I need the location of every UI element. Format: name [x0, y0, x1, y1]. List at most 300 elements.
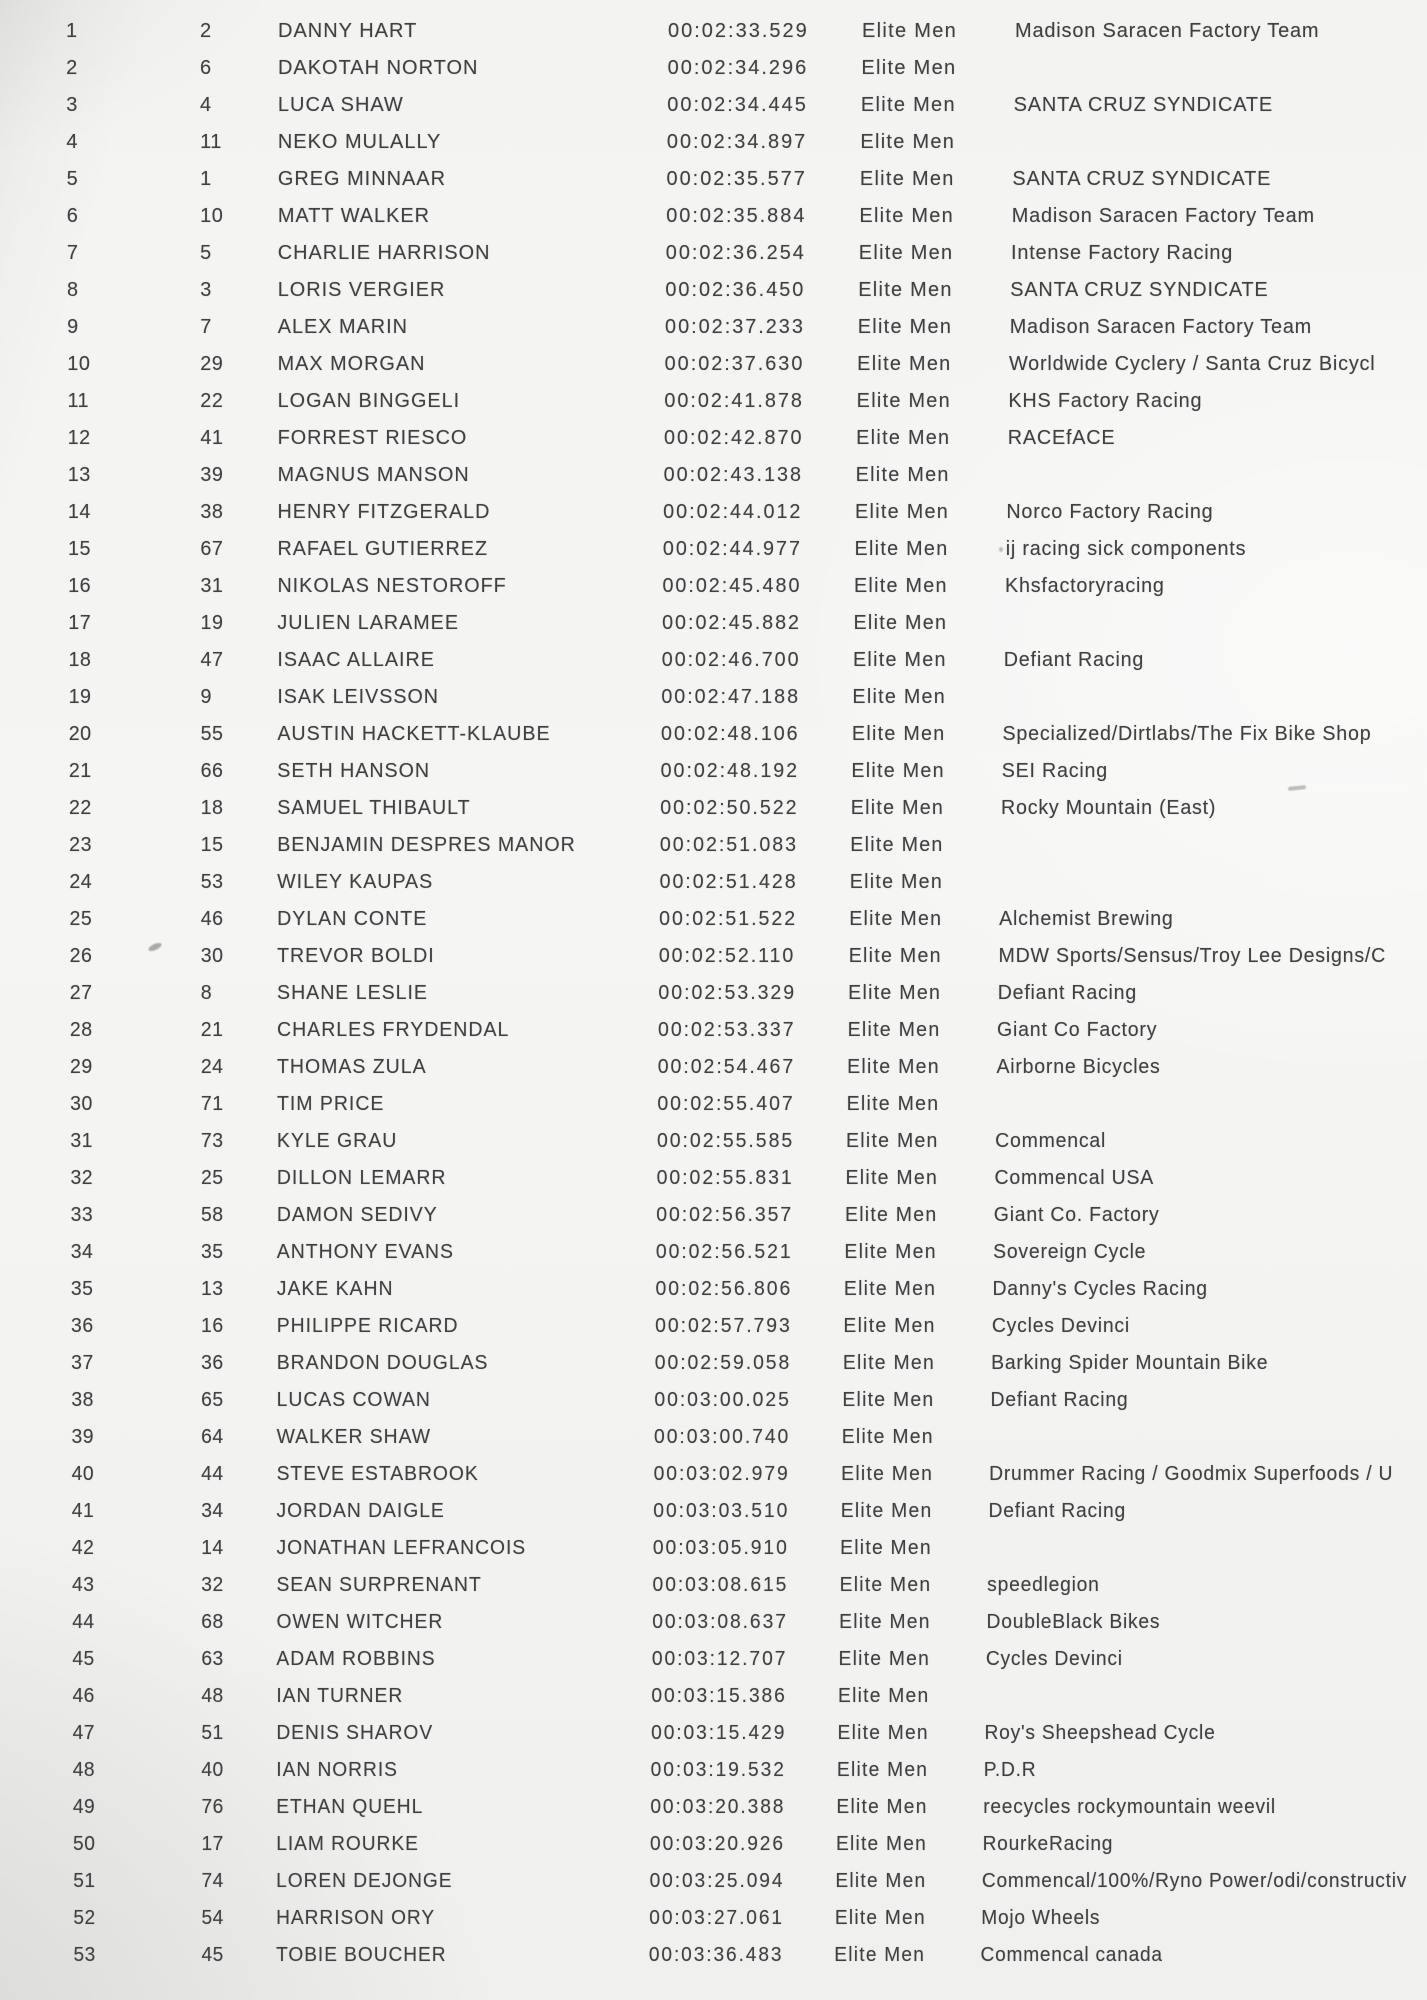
time-cell: 00:02:48.106 — [661, 723, 800, 745]
result-row — [4, 827, 1404, 864]
rider-name-cell: FORREST RIESCO — [277, 427, 468, 449]
category-cell: Elite Men — [850, 834, 944, 856]
bib-number-cell: 74 — [201, 1870, 224, 1892]
result-row — [1, 124, 1424, 161]
rank-cell: 2 — [66, 57, 78, 79]
result-row — [2, 383, 1417, 420]
result-row — [0, 87, 1425, 124]
bib-number-cell: 15 — [200, 834, 224, 856]
team-cell: Drummer Racing / Goodmix Superfoods / U — [989, 1463, 1394, 1485]
category-cell: Elite Men — [852, 649, 947, 671]
time-cell: 00:02:35.577 — [666, 168, 807, 190]
bib-number-cell: 3 — [200, 279, 212, 301]
team-cell: ij racing sick components — [1005, 538, 1247, 560]
category-cell: Elite Men — [841, 1463, 934, 1485]
rider-name-cell: NEKO MULALLY — [277, 131, 442, 153]
team-cell: RourkeRacing — [982, 1833, 1114, 1855]
bib-number-cell: 5 — [200, 242, 212, 264]
bib-number-cell: 47 — [200, 649, 224, 671]
team-cell: SEI Racing — [1001, 760, 1108, 782]
team-cell: Cycles Devinci — [991, 1315, 1130, 1337]
time-cell: 00:02:55.585 — [656, 1130, 795, 1152]
team-cell: Defiant Racing — [990, 1389, 1129, 1411]
result-row — [8, 1419, 1389, 1456]
bib-number-cell: 25 — [200, 1167, 224, 1189]
rider-name-cell: THOMAS ZULA — [276, 1056, 427, 1078]
result-row — [8, 1530, 1385, 1567]
bib-number-cell: 68 — [201, 1611, 224, 1633]
result-row — [7, 1234, 1394, 1271]
result-row — [1, 272, 1419, 309]
team-cell: Sovereign Cycle — [993, 1241, 1147, 1263]
category-cell: Elite Men — [861, 57, 957, 79]
category-cell: Elite Men — [846, 1093, 940, 1115]
team-cell: Commencal canada — [980, 1944, 1163, 1966]
time-cell: 00:02:43.138 — [663, 464, 803, 486]
category-cell: Elite Men — [853, 575, 948, 597]
result-row — [8, 1567, 1384, 1604]
bib-number-cell: 63 — [201, 1648, 224, 1670]
bib-number-cell: 35 — [200, 1241, 224, 1263]
category-cell: Elite Men — [855, 464, 950, 486]
result-row — [10, 1863, 1408, 1900]
time-cell: 00:02:42.870 — [663, 427, 804, 449]
team-cell: Madison Saracen Factory Team — [1009, 316, 1313, 338]
rider-name-cell: TOBIE BOUCHER — [276, 1944, 447, 1966]
rider-name-cell: MAX MORGAN — [277, 353, 426, 375]
rank-cell: 29 — [70, 1056, 93, 1078]
bib-number-cell: 17 — [201, 1833, 224, 1855]
bib-number-cell: 58 — [200, 1204, 224, 1226]
time-cell: 00:03:20.388 — [650, 1796, 786, 1818]
result-row — [3, 605, 1411, 642]
team-cell: SANTA CRUZ SYNDICATE — [1013, 94, 1273, 116]
result-row — [5, 975, 1400, 1012]
rider-name-cell: STEVE ESTABROOK — [276, 1463, 479, 1485]
time-cell: 00:03:15.386 — [651, 1685, 787, 1707]
time-cell: 00:02:53.329 — [658, 982, 797, 1004]
bib-number-cell: 24 — [200, 1056, 224, 1078]
time-cell: 00:02:44.977 — [662, 538, 802, 560]
bib-number-cell: 11 — [200, 131, 222, 153]
rank-cell: 39 — [71, 1426, 94, 1448]
category-cell: Elite Men — [860, 131, 956, 153]
bib-number-cell: 18 — [200, 797, 224, 819]
rank-cell: 40 — [71, 1463, 95, 1485]
result-row — [4, 716, 1408, 753]
time-cell: 00:03:00.740 — [654, 1426, 791, 1448]
category-cell: Elite Men — [835, 1870, 927, 1892]
rider-name-cell: LUCA SHAW — [277, 94, 404, 116]
rider-name-cell: OWEN WITCHER — [276, 1611, 444, 1633]
rank-cell: 23 — [69, 834, 92, 856]
bib-number-cell: 53 — [200, 871, 224, 893]
bib-number-cell: 14 — [201, 1537, 224, 1559]
category-cell: Elite Men — [857, 316, 953, 338]
rider-name-cell: BRANDON DOUGLAS — [276, 1352, 489, 1374]
rank-cell: 3 — [66, 94, 78, 116]
rider-name-cell: DAMON SEDIVY — [276, 1204, 438, 1226]
team-cell: speedlegion — [987, 1574, 1100, 1596]
time-cell: 00:02:34.296 — [667, 57, 809, 79]
time-cell: 00:03:12.707 — [651, 1648, 788, 1670]
category-cell: Elite Men — [837, 1685, 930, 1707]
time-cell: 00:02:53.337 — [658, 1019, 796, 1041]
rank-cell: 20 — [68, 723, 92, 745]
category-cell: Elite Men — [851, 760, 945, 782]
bib-number-cell: 38 — [200, 501, 224, 523]
time-cell: 00:02:41.878 — [664, 390, 804, 412]
bib-number-cell: 36 — [201, 1352, 224, 1374]
result-row — [6, 1197, 1394, 1234]
result-row — [5, 901, 1403, 938]
rank-cell: 7 — [66, 242, 79, 264]
team-cell: Danny's Cycles Racing — [992, 1278, 1208, 1300]
bib-number-cell: 1 — [200, 168, 212, 190]
team-cell: Commencal USA — [994, 1167, 1154, 1189]
category-cell: Elite Men — [843, 1315, 936, 1337]
team-cell: Alchemist Brewing — [999, 908, 1174, 930]
result-row — [7, 1308, 1392, 1345]
result-row — [4, 753, 1407, 790]
rider-name-cell: DAKOTAH NORTON — [277, 57, 479, 79]
category-cell: Elite Men — [838, 1648, 931, 1670]
rank-cell: 12 — [67, 427, 91, 449]
result-row — [10, 1789, 1379, 1826]
rank-cell: 17 — [68, 612, 92, 634]
bib-number-cell: 67 — [200, 538, 224, 560]
team-cell: Defiant Racing — [997, 982, 1138, 1004]
category-cell: Elite Men — [837, 1722, 929, 1744]
time-cell: 00:03:00.025 — [654, 1389, 791, 1411]
rank-cell: 14 — [67, 501, 91, 523]
time-cell: 00:03:36.483 — [648, 1944, 784, 1966]
result-row — [1, 161, 1423, 198]
rider-name-cell: RAFAEL GUTIERREZ — [277, 538, 489, 560]
time-cell: 00:03:20.926 — [650, 1833, 785, 1855]
team-cell: Worldwide Cyclery / Santa Cruz Bicycl — [1008, 353, 1376, 375]
time-cell: 00:02:37.233 — [665, 316, 805, 338]
result-row — [7, 1345, 1390, 1382]
category-cell: Elite Men — [849, 908, 943, 930]
bib-number-cell: 55 — [200, 723, 224, 745]
rank-cell: 21 — [68, 760, 92, 782]
category-cell: Elite Men — [859, 205, 955, 227]
rank-cell: 8 — [67, 279, 79, 301]
category-cell: Elite Men — [859, 168, 955, 190]
rank-cell: 26 — [69, 945, 93, 967]
result-row — [2, 420, 1416, 457]
time-cell: 00:02:34.897 — [666, 131, 808, 153]
rank-cell: 15 — [68, 538, 91, 560]
bib-number-cell: 48 — [201, 1685, 224, 1707]
rider-name-cell: DENIS SHAROV — [276, 1722, 434, 1744]
rank-cell: 13 — [67, 464, 91, 486]
team-cell: Madison Saracen Factory Team — [1015, 20, 1320, 42]
rank-cell: 5 — [66, 168, 79, 190]
rider-name-cell: BENJAMIN DESPRES MANOR — [277, 834, 576, 856]
rank-cell: 10 — [67, 353, 91, 375]
rank-cell: 34 — [70, 1241, 94, 1263]
bib-number-cell: 16 — [201, 1315, 224, 1337]
rider-name-cell: GREG MINNAAR — [277, 168, 446, 190]
result-row — [6, 1049, 1399, 1086]
rider-name-cell: LOREN DEJONGE — [276, 1870, 453, 1892]
rider-name-cell: IAN NORRIS — [276, 1759, 398, 1781]
time-cell: 00:02:35.884 — [666, 205, 807, 227]
rider-name-cell: ANTHONY EVANS — [276, 1241, 454, 1263]
team-cell: Giant Co Factory — [997, 1019, 1158, 1041]
bib-number-cell: 46 — [200, 908, 224, 930]
rank-cell: 6 — [66, 205, 79, 227]
rider-name-cell: LOGAN BINGGELI — [277, 390, 461, 412]
rider-name-cell: SAMUEL THIBAULT — [277, 797, 471, 819]
rider-name-cell: DYLAN CONTE — [277, 908, 428, 930]
time-cell: 00:03:08.637 — [652, 1611, 788, 1633]
rider-name-cell: SETH HANSON — [277, 760, 431, 782]
bib-number-cell: 30 — [200, 945, 224, 967]
team-cell: SANTA CRUZ SYNDICATE — [1010, 279, 1269, 301]
rider-name-cell: TIM PRICE — [276, 1093, 385, 1115]
rider-name-cell: ALEX MARIN — [277, 316, 408, 338]
rank-cell: 27 — [69, 982, 93, 1004]
team-cell: Khsfactoryracing — [1005, 575, 1165, 597]
category-cell: Elite Men — [841, 1426, 934, 1448]
category-cell: Elite Men — [845, 1167, 939, 1189]
time-cell: 00:03:02.979 — [653, 1463, 790, 1485]
rank-cell: 31 — [70, 1130, 93, 1152]
category-cell: Elite Men — [856, 390, 951, 412]
rider-name-cell: MAGNUS MANSON — [277, 464, 470, 486]
rider-name-cell: KYLE GRAU — [276, 1130, 398, 1152]
category-cell: Elite Men — [846, 1130, 939, 1152]
rider-name-cell: WILEY KAUPAS — [277, 871, 434, 893]
result-row — [4, 679, 1409, 716]
bib-number-cell: 76 — [201, 1796, 224, 1818]
time-cell: 00:03:25.094 — [649, 1870, 785, 1892]
bib-number-cell: 29 — [200, 353, 224, 375]
category-cell: Elite Men — [839, 1574, 932, 1596]
rider-name-cell: HENRY FITZGERALD — [277, 501, 491, 523]
rider-name-cell: SEAN SURPRENANT — [276, 1574, 482, 1596]
rank-cell: 38 — [71, 1389, 94, 1411]
team-cell: Defiant Racing — [1003, 649, 1145, 671]
time-cell: 00:02:44.012 — [663, 501, 803, 523]
result-row — [6, 1160, 1395, 1197]
rider-name-cell: ADAM ROBBINS — [276, 1648, 436, 1670]
time-cell: 00:02:55.407 — [657, 1093, 795, 1115]
bib-number-cell: 64 — [201, 1426, 224, 1448]
rank-cell: 24 — [69, 871, 93, 893]
result-row — [8, 1456, 1394, 1493]
bib-number-cell: 6 — [200, 57, 212, 79]
rank-cell: 44 — [72, 1611, 95, 1633]
rank-cell: 22 — [69, 797, 92, 819]
category-cell: Elite Men — [834, 1907, 926, 1929]
bib-number-cell: 40 — [201, 1759, 224, 1781]
bib-number-cell: 71 — [200, 1093, 224, 1115]
category-cell: Elite Men — [844, 1204, 938, 1226]
team-cell: Roy's Sheepshead Cycle — [984, 1722, 1216, 1744]
time-cell: 00:02:51.428 — [659, 871, 798, 893]
rank-cell: 48 — [72, 1759, 96, 1781]
result-row — [3, 568, 1412, 605]
rank-cell: 37 — [71, 1352, 94, 1374]
rank-cell: 47 — [72, 1722, 95, 1744]
time-cell: 00:03:27.061 — [649, 1907, 784, 1929]
result-row — [2, 457, 1414, 494]
result-row — [6, 1086, 1398, 1123]
result-row — [9, 1752, 1379, 1789]
bib-number-cell: 39 — [200, 464, 224, 486]
team-cell: RACEfACE — [1007, 427, 1116, 449]
time-cell: 00:02:54.467 — [657, 1056, 796, 1078]
rider-name-cell: ISAAC ALLAIRE — [277, 649, 435, 671]
time-cell: 00:02:47.188 — [661, 686, 801, 708]
team-cell: Rocky Mountain (East) — [1001, 797, 1217, 819]
time-cell: 00:02:57.793 — [655, 1315, 792, 1337]
rider-name-cell: DILLON LEMARR — [276, 1167, 447, 1189]
result-row — [8, 1493, 1386, 1530]
team-cell: Defiant Racing — [988, 1500, 1127, 1522]
team-cell: Giant Co. Factory — [993, 1204, 1160, 1226]
category-cell: Elite Men — [857, 353, 952, 375]
category-cell: Elite Men — [855, 501, 950, 523]
bib-number-cell: 8 — [200, 982, 213, 1004]
rank-cell: 9 — [67, 316, 79, 338]
bib-number-cell: 34 — [201, 1500, 224, 1522]
time-cell: 00:03:08.615 — [652, 1574, 789, 1596]
category-cell: Elite Men — [847, 1056, 940, 1078]
time-cell: 00:02:52.110 — [658, 945, 796, 967]
rider-name-cell: PHILIPPE RICARD — [276, 1315, 459, 1337]
bib-number-cell: 54 — [201, 1907, 224, 1929]
result-row — [4, 790, 1405, 827]
rank-cell: 1 — [66, 20, 78, 42]
result-row — [10, 1826, 1378, 1863]
bib-number-cell: 73 — [200, 1130, 224, 1152]
result-row — [9, 1641, 1383, 1678]
team-cell: reecycles rockymountain weevil — [983, 1796, 1276, 1818]
category-cell: Elite Men — [858, 279, 953, 301]
category-cell: Elite Men — [860, 94, 956, 116]
rank-cell: 51 — [73, 1870, 96, 1892]
time-cell: 00:02:45.480 — [662, 575, 802, 597]
rider-name-cell: WALKER SHAW — [276, 1426, 432, 1448]
time-cell: 00:02:46.700 — [661, 649, 801, 671]
result-row — [5, 1012, 1399, 1049]
bib-number-cell: 31 — [200, 575, 224, 597]
time-cell: 00:03:03.510 — [653, 1500, 790, 1522]
result-row — [7, 1271, 1393, 1308]
category-cell: Elite Men — [834, 1944, 926, 1966]
team-cell: MDW Sports/Sensus/Troy Lee Designs/C — [998, 945, 1387, 967]
rider-name-cell: AUSTIN HACKETT-KLAUBE — [277, 723, 551, 745]
result-row — [5, 938, 1402, 975]
category-cell: Elite Men — [844, 1241, 937, 1263]
bib-number-cell: 19 — [200, 612, 224, 634]
category-cell: Elite Men — [842, 1389, 935, 1411]
result-row — [2, 346, 1418, 383]
category-cell: Elite Men — [853, 612, 948, 634]
rank-cell: 52 — [73, 1907, 96, 1929]
bib-number-cell: 2 — [200, 20, 212, 42]
team-cell: KHS Factory Racing — [1008, 390, 1203, 412]
bib-number-cell: 45 — [201, 1944, 224, 1966]
rider-name-cell: JAKE KAHN — [276, 1278, 394, 1300]
time-cell: 00:02:56.357 — [656, 1204, 794, 1226]
bib-number-cell: 21 — [200, 1019, 224, 1041]
category-cell: Elite Men — [849, 871, 944, 893]
time-cell: 00:02:36.450 — [665, 279, 806, 301]
result-row — [5, 864, 1404, 901]
rider-name-cell: NIKOLAS NESTOROFF — [277, 575, 507, 597]
rider-name-cell: HARRISON ORY — [276, 1907, 436, 1929]
rank-cell: 28 — [69, 1019, 93, 1041]
bib-number-cell: 7 — [200, 316, 212, 338]
time-cell: 00:02:36.254 — [665, 242, 806, 264]
time-cell: 00:02:56.806 — [655, 1278, 793, 1300]
category-cell: Elite Men — [840, 1537, 932, 1559]
result-row — [9, 1678, 1381, 1715]
category-cell: Elite Men — [856, 427, 951, 449]
category-cell: Elite Men — [839, 1611, 931, 1633]
category-cell: Elite Men — [840, 1500, 933, 1522]
result-row — [3, 531, 1413, 568]
rank-cell: 18 — [68, 649, 92, 671]
result-row — [1, 198, 1422, 235]
team-cell: Commencal/100%/Ryno Power/odi/constructiv — [981, 1870, 1408, 1892]
team-cell: DoubleBlack Bikes — [986, 1611, 1161, 1633]
rank-cell: 11 — [67, 390, 90, 412]
time-cell: 00:02:34.445 — [667, 94, 808, 116]
team-cell: P.D.R — [983, 1759, 1037, 1781]
team-cell: Norco Factory Racing — [1006, 501, 1214, 523]
rider-name-cell: CHARLES FRYDENDAL — [277, 1019, 510, 1041]
result-row — [9, 1604, 1384, 1641]
result-row — [9, 1715, 1380, 1752]
time-cell: 00:03:15.429 — [651, 1722, 787, 1744]
result-row — [0, 50, 1426, 87]
category-cell: Elite Men — [851, 723, 946, 745]
category-cell: Elite Men — [850, 797, 945, 819]
time-cell: 00:02:59.058 — [654, 1352, 792, 1374]
rank-cell: 19 — [68, 686, 92, 708]
category-cell: Elite Men — [835, 1833, 928, 1855]
rank-cell: 36 — [71, 1315, 94, 1337]
team-cell: Commencal — [995, 1130, 1107, 1152]
team-cell: Barking Spider Mountain Bike — [991, 1352, 1269, 1374]
result-row — [0, 13, 1427, 50]
rank-cell: 32 — [70, 1167, 94, 1189]
team-cell: Intense Factory Racing — [1011, 242, 1234, 264]
bib-number-cell: 13 — [201, 1278, 224, 1300]
time-cell: 00:02:51.083 — [659, 834, 799, 856]
team-cell: Airborne Bicycles — [996, 1056, 1161, 1078]
team-cell: Madison Saracen Factory Team — [1011, 205, 1315, 227]
bib-number-cell: 22 — [200, 390, 224, 412]
category-cell: Elite Men — [847, 1019, 941, 1041]
time-cell: 00:02:56.521 — [655, 1241, 793, 1263]
rank-cell: 53 — [73, 1944, 96, 1966]
rider-name-cell: JORDAN DAIGLE — [276, 1500, 445, 1522]
category-cell: Elite Men — [854, 538, 949, 560]
bib-number-cell: 41 — [200, 427, 224, 449]
rank-cell: 35 — [70, 1278, 94, 1300]
time-cell: 00:02:37.630 — [664, 353, 805, 375]
rider-name-cell: ISAK LEIVSSON — [277, 686, 440, 708]
rider-name-cell: IAN TURNER — [276, 1685, 404, 1707]
